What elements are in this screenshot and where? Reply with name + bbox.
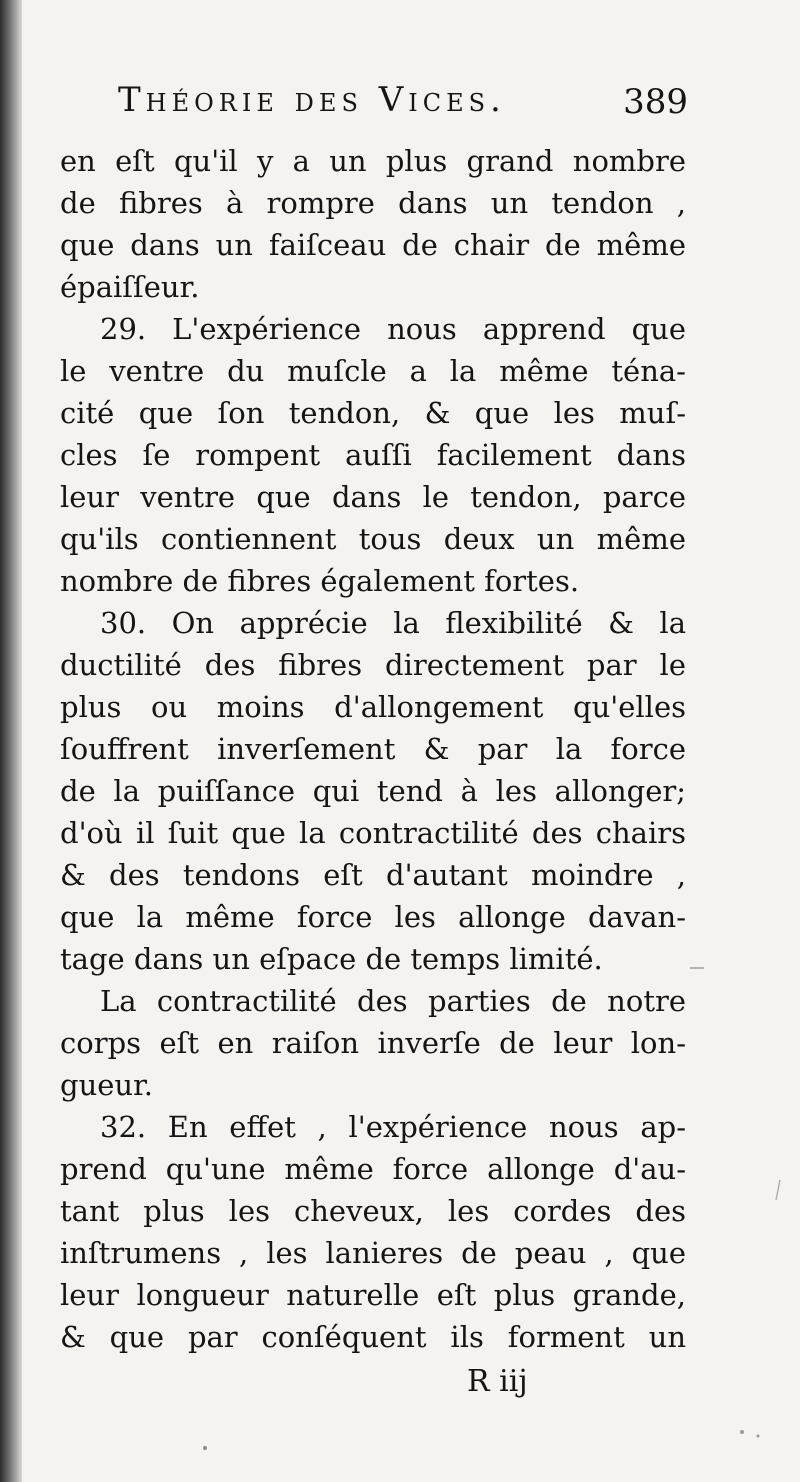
text-line: & des tendons eſt d'autant moindre ,	[60, 858, 686, 892]
text-line: leur ventre que dans le tendon, parce	[60, 480, 686, 514]
paragraph-30-start: 30. On apprécie la flexibilité & la	[100, 606, 686, 640]
text-line: de fibres à rompre dans un tendon ,	[60, 186, 686, 220]
paragraph-32-start: 32. En effet , l'expérience nous ap-	[100, 1110, 686, 1144]
text-line: tant plus les cheveux, les cordes des	[60, 1194, 686, 1228]
paragraph-29-start: 29. L'expérience nous apprend que	[100, 312, 686, 346]
page-binding-edge	[0, 0, 22, 1482]
text-line: & que par conſéquent ils forment un	[60, 1320, 686, 1354]
text-line: que la même force les allonge davan-	[60, 900, 686, 934]
text-line: qu'ils contiennent tous deux un même	[60, 522, 686, 556]
text-line: corps eſt en raiſon inverſe de leur lon-	[60, 1026, 686, 1060]
signature-mark: R iij	[467, 1364, 528, 1399]
text-line: ſouffrent inverſement & par la force	[60, 732, 686, 766]
page-number: 389	[623, 82, 688, 122]
text-line: gueur.	[60, 1068, 153, 1102]
text-line: plus ou moins d'allongement qu'elles	[60, 690, 686, 724]
text-line: inſtrumens , les lanieres de peau , que	[60, 1236, 686, 1270]
body-text	[60, 140, 686, 1358]
text-line: prend qu'une même force allonge d'au-	[60, 1152, 686, 1186]
page-header	[118, 80, 688, 130]
text-line: que dans un faiſceau de chair de même	[60, 228, 686, 262]
text-line: tage dans un eſpace de temps limité.	[60, 942, 603, 976]
text-line: le ventre du muſcle a la même téna-	[60, 354, 686, 388]
text-line: cles ſe rompent auſſi facilement dans	[60, 438, 686, 472]
text-line: en eſt qu'il y a un plus grand nombre	[60, 144, 686, 178]
text-line: de la puiſſance qui tend à les allonger;	[60, 774, 686, 808]
paragraph-31-start: La contractilité des parties de notre	[100, 984, 686, 1018]
text-line: leur longueur naturelle eſt plus grande,	[60, 1278, 686, 1312]
text-line: cité que ſon tendon, & que les muſ-	[60, 396, 686, 430]
running-title: Théorie des Vices.	[118, 80, 506, 120]
text-line: d'où il ſuit que la contractilité des chairs	[60, 816, 686, 850]
text-line: épaiſſeur.	[60, 270, 200, 304]
text-line: nombre de fibres également fortes.	[60, 564, 580, 598]
text-line: ductilité des fibres directement par le	[60, 648, 686, 682]
